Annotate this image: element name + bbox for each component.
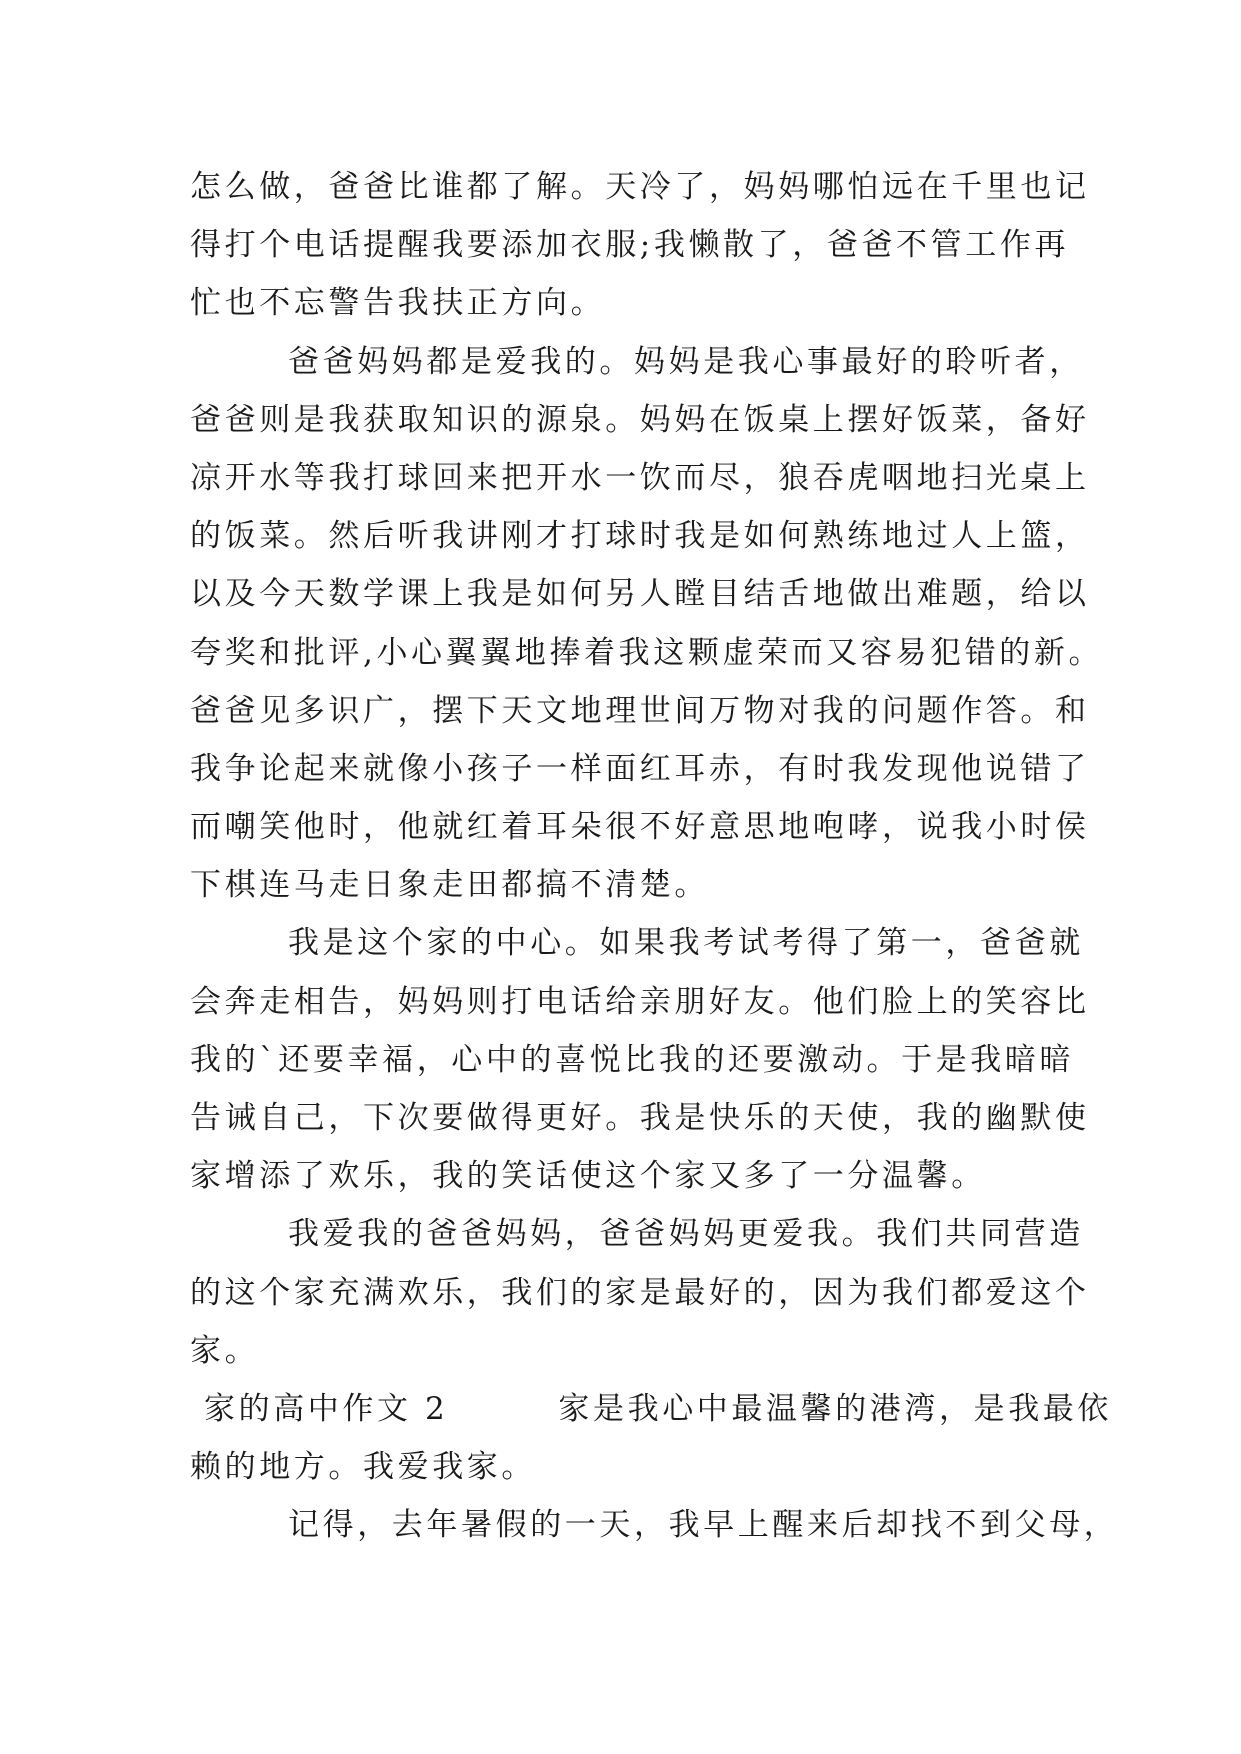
- text-line: 会奔走相告，妈妈则打电话给亲朋好友。他们脸上的笑容比: [190, 983, 1090, 1020]
- paragraph-start: 我爱我的爸爸妈妈，爸爸妈妈更爱我。我们共同营造: [288, 1216, 1084, 1253]
- text-line: 夸奖和批评,小心翼翼地捧着我这颗虚荣而又容易犯错的新。: [190, 634, 1104, 671]
- text-line: 我争论起来就像小孩子一样面红耳赤，有时我发现他说错了: [190, 750, 1090, 787]
- text-line: 得打个电话提醒我要添加衣服;我懒散了，爸爸不管工作再: [190, 227, 1070, 264]
- text-line: 爸爸则是我获取知识的源泉。妈妈在饭桌上摆好饭菜，备好: [190, 401, 1090, 438]
- text-line: 忙也不忘警告我扶正方向。: [190, 285, 606, 322]
- paragraph-start: 爸爸妈妈都是爱我的。妈妈是我心事最好的聆听者，: [288, 343, 1084, 380]
- text-line: 家。: [190, 1332, 260, 1369]
- essay-body: [190, 158, 1119, 1555]
- text-line: 家增添了欢乐，我的笑话使这个家又多了一分温馨。: [190, 1158, 986, 1195]
- text-line: 的饭菜。然后听我讲刚才打球时我是如何熟练地过人上篮，: [190, 518, 1090, 555]
- essay-heading-text: 家是我心中最温馨的港湾，是我最依: [558, 1390, 1112, 1427]
- essay-heading-title: 家的高中作文 2: [204, 1390, 449, 1427]
- text-line: 怎么做，爸爸比谁都了解。天冷了，妈妈哪怕远在千里也记: [190, 169, 1090, 205]
- text-line: 凉开水等我打球回来把开水一饮而尽，狼吞虎咽地扫光桌上: [190, 459, 1090, 496]
- text-line: 以及今天数学课上我是如何另人瞠目结舌地做出难题，给以: [190, 576, 1090, 613]
- text-line: 赖的地方。我爱我家。: [190, 1449, 536, 1486]
- text-line: 而嘲笑他时，他就红着耳朵很不好意思地咆哮，说我小时侯: [190, 809, 1090, 846]
- text-line: 下棋连马走日象走田都搞不清楚。: [190, 867, 709, 904]
- text-line: 告诫自己，下次要做得更好。我是快乐的天使，我的幽默使: [190, 1100, 1090, 1136]
- paragraph-start: 记得，去年暑假的一天，我早上醒来后却找不到父母，: [288, 1507, 1119, 1544]
- text-line: 爸爸见多识广，摆下天文地理世间万物对我的问题作答。和: [190, 692, 1090, 729]
- paragraph-start: 我是这个家的中心。如果我考试考得了第一，爸爸就: [288, 925, 1084, 962]
- text-line: 我的`还要幸福，心中的喜悦比我的还要激动。于是我暗暗: [190, 1041, 1075, 1078]
- text-line: 的这个家充满欢乐，我们的家是最好的，因为我们都爱这个: [190, 1274, 1090, 1311]
- essay-heading-line: [190, 1380, 1112, 1438]
